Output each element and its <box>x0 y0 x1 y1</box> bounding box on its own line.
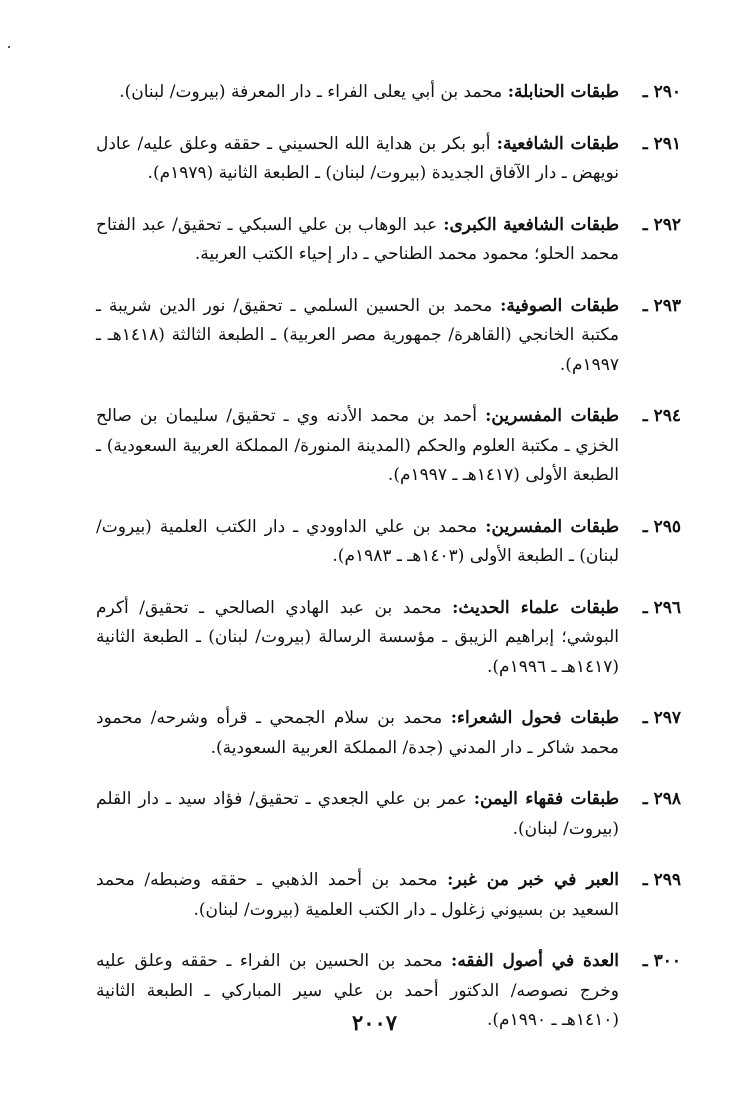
entry-number: ٢٩٤ ـ <box>642 406 681 426</box>
entry-title: العبر في خبر من غبر: <box>447 870 620 890</box>
entry-number: ٢٩٧ ـ <box>642 708 681 728</box>
bibliography-entry <box>96 211 681 270</box>
bibliography-entry <box>96 866 681 925</box>
entry-number: ٢٩٩ ـ <box>642 870 681 890</box>
entry-text: محمد بن الحسين السلمي ـ تحقيق/ نور الدين شريبة ـ مكتبة الخانجي (القاهرة/ جمهورية مصر العربية) ـ الطبعة الثالثة (١٤١٨هـ ـ ١٩٩٧م). <box>96 295 619 375</box>
entry-text: محمد بن أبي يعلى الفراء ـ دار المعرفة (بيروت/ لبنان). <box>119 82 503 102</box>
entry-text: محمد بن علي الداوودي ـ دار الكتب العلمية (بيروت/ لبنان) ـ الطبعة الأولى (١٤٠٣هـ ـ ١٩٨٣م). <box>96 516 619 566</box>
bibliography-entry <box>96 704 681 763</box>
entry-number: ٢٩١ ـ <box>642 133 681 154</box>
entry-text: أحمد بن محمد الأدنه وي ـ تحقيق/ سليمان بن صالح الخزي ـ مكتبة العلوم والحكم (المدينة المنورة/ المملكة العربية السعودية) ـ الطبعة الأولى (١٤١٧هـ ـ ١٩٩٧م). <box>96 406 619 485</box>
bibliography-entry <box>96 594 681 683</box>
entry-text: محمد بن سلام الجمحي ـ قرأه وشرحه/ محمود محمد شاكر ـ دار المدني (جدة/ المملكة العربية السعودية). <box>96 708 619 758</box>
entry-number: ٢٩٨ ـ <box>642 789 681 809</box>
entry-title: طبقات الشافعية: <box>496 133 619 154</box>
entry-number: ٢٩٠ ـ <box>642 82 681 102</box>
entry-text: عمر بن علي الجعدي ـ تحقيق/ فؤاد سيد ـ دار القلم (بيروت/ لبنان). <box>96 789 619 839</box>
entry-title: طبقات الشافعية الكبرى: <box>443 214 620 235</box>
margin-mark <box>8 46 10 48</box>
entry-text: محمد بن عبد الهادي الصالحي ـ تحقيق/ أكرم البوشي؛ إبراهيم الزيبق ـ مؤسسة الرسالة (بيروت/ لبنان) ـ الطبعة الثانية (١٤١٧هـ ـ ١٩٩٦م). <box>96 597 619 677</box>
bibliography-entry <box>96 785 681 844</box>
entry-text: عبد الوهاب بن علي السبكي ـ تحقيق/ عبد الفتاح محمد الحلو؛ محمود محمد الطناحي ـ دار إحياء الكتب العربية. <box>96 214 619 264</box>
entry-number: ٢٩٥ ـ <box>642 516 681 537</box>
entry-number: ٣٠٠ ـ <box>642 951 681 971</box>
entry-title: طبقات فحول الشعراء: <box>450 708 619 728</box>
entry-number: ٢٩٦ ـ <box>642 597 681 618</box>
entry-text: محمد بن الحسين بن الفراء ـ حققه وعلق عليه وخرج نصوصه/ الدكتور أحمد بن علي سير المباركي ـ الطبعة الثانية (١٤١٠هـ ـ ١٩٩٠م). <box>96 951 619 1030</box>
entry-title: العدة في أصول الفقه: <box>451 951 619 971</box>
entry-number: ٢٩٢ ـ <box>642 214 681 235</box>
bibliography-entry <box>96 402 681 491</box>
entry-title: طبقات الصوفية: <box>500 295 620 316</box>
bibliography-entry <box>96 78 681 108</box>
entry-title: طبقات المفسرين: <box>485 406 620 426</box>
entry-text: أبو بكر بن هداية الله الحسيني ـ حققه وعلق عليه/ عادل نويهض ـ دار الآفاق الجديدة (بيروت/ لبنان) ـ الطبعة الثانية (١٩٧٩م). <box>96 133 619 183</box>
page-number: ٢٠٠٧ <box>351 1010 398 1035</box>
entry-text: محمد بن أحمد الذهبي ـ حققه وضبطه/ محمد السعيد بن بسيوني زغلول ـ دار الكتب العلمية (بيروت/ لبنان). <box>96 870 619 920</box>
entry-title: طبقات فقهاء اليمن: <box>473 789 620 809</box>
bibliography-entry <box>96 513 681 572</box>
bibliography-list <box>96 78 681 1058</box>
entry-title: طبقات المفسرين: <box>485 516 620 537</box>
entry-number: ٢٩٣ ـ <box>642 295 681 316</box>
bibliography-entry <box>96 292 681 381</box>
entry-title: طبقات علماء الحديث: <box>452 597 619 618</box>
entry-title: طبقات الحنابلة: <box>507 82 619 102</box>
bibliography-entry <box>96 130 681 189</box>
